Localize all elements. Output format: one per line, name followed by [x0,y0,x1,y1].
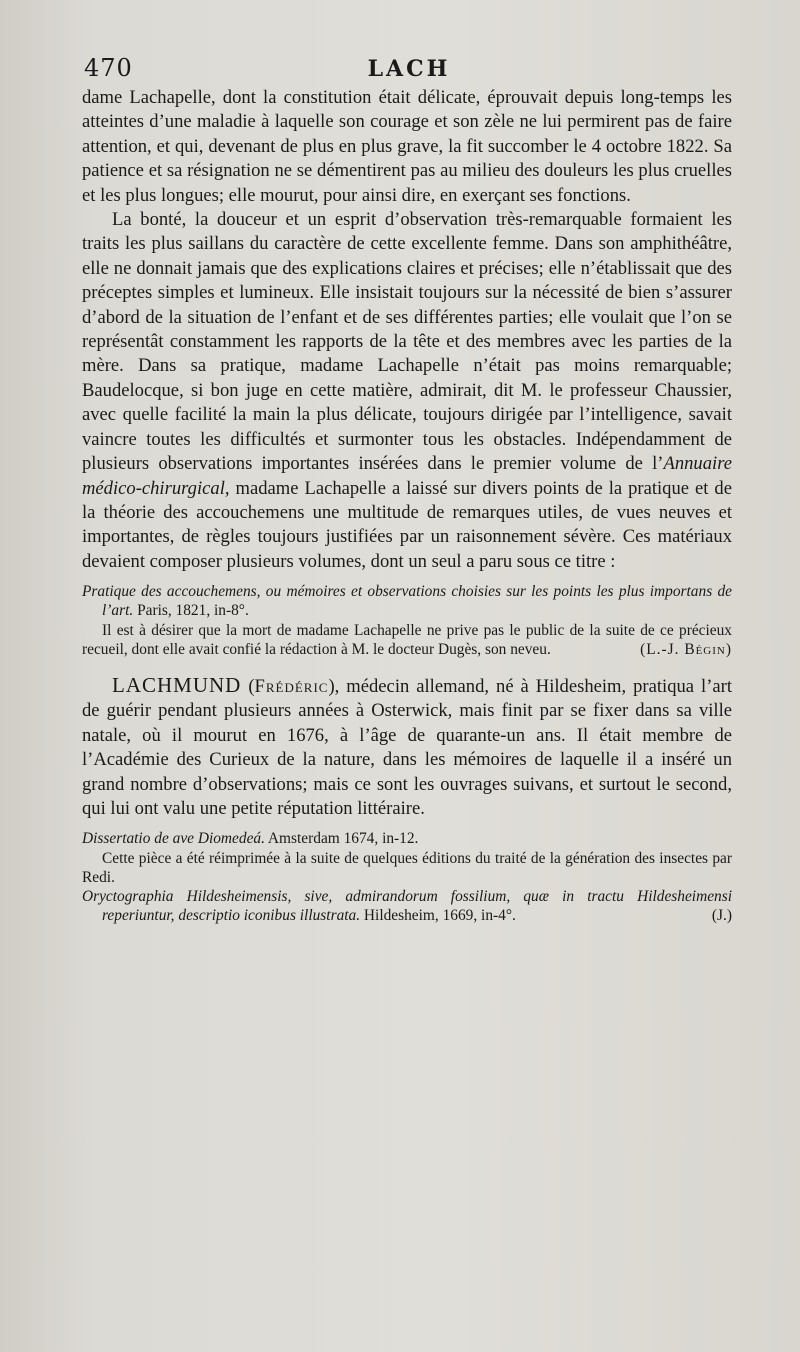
entry-text: médecin allemand, né à Hildesheim, pratiqua l’art de guérir pendant plusieurs années à Osterwick, mais finit par se fixer dans sa ville natale, où il mourut en 1676, à l’âge de quarante-un ans. Il était membre de l’Académie des Curieux de la nature, dans les mémoires de laquelle il a inséré un grand nombre d’observations; mais ce sont les ouvrages suivans, et surtout le second, qui lui ont valu une petite réputation littéraire. [82,675,732,819]
work-title: Dissertatio de ave Diomedeá. [82,830,265,848]
paragraph-lachapelle-death: dame Lachapelle, dont la constitution était délicate, éprouvait depuis long-temps les atteintes d’une maladie à laquelle son courage et son zèle ne lui permirent pas de faire attention, et qui, devenant de plus en plus grave, la fit succomber le 4 octobre 1822. Sa patience et sa résignation ne se démentirent pas au milieu des douleurs les plus cruelles et les plus longues; elle mourut, pour ainsi dire, en exerçant ses fonctions. [82,87,732,206]
forename: Frédéric [254,675,329,697]
work-publication: Paris, 1821, in-8°. [133,602,249,620]
page-number: 470 [84,54,133,82]
bibliography-entry-oryctographia [82,887,732,925]
bibliography-note: Cette pièce a été réimprimée à la suite de quelques éditions du traité de la génération des insectes par Redi. [82,849,732,886]
page-header [84,54,734,88]
entry-lachmund: LACHMUND (Frédéric), médecin allemand, né à Hildesheim, pratiqua l’art de guérir pendant plusieurs années à Osterwick, mais finit par se fixer dans sa ville natale, où il mourut en 1676, à l’âge de quarante-un ans. Il était membre de l’Académie des Curieux de la nature, dans les mémoires de laquelle il a inséré un grand nombre d’observations; mais ce sont les ouvrages suivans, et surtout le second, qui lui ont valu une petite réputation littéraire. [82,672,732,819]
paragraph-text-start: La bonté, la douceur et un esprit d’observation très-remarquable formaient les traits les plus saillans du caractère de cette excellente femme. Dans son amphithéâtre, elle ne donnait jamais que des explications claires et précises; elle n’établissait que des préceptes simples et lumineux. Elle insistait toujours sur la nécessité de bien s’assurer d’abord de la situation de l’enfant et de ses différentes parties; elle voulait que l’on se représentât constamment les rapports de la tête et des membres avec les parties de la mère. Dans sa pratique, madame Lachapelle n’était pas moins remarquable; Baudelocque, si bon juge en cette matière, admirait, dit M. le professeur Chaussier, avec quelle facilité la main la plus délicate, toujours dirigée par l’intelligence, savait vaincre toutes les difficultés et surmonter tous les obstacles. Indépendamment de plusieurs observations importantes insérées dans le premier volume de l’ [82,209,732,475]
annuaire-title: Annuaire médico-chirurgical [82,453,732,499]
work-publication: Hildesheim, 1669, in-4°. [360,907,516,925]
paragraph-lachapelle-character [82,208,732,574]
work-title: Pratique des accouchemens, ou mémoires et observations choisies sur les points les plus importans de l’art. [82,583,732,620]
paragraph-text-end: , madame Lachapelle a laissé sur divers points de la pratique et de la théorie des accouchemens une multitude de remarques utiles, de vues neuves et importantes, de règles toujours justifiées par un raisonnement sévère. Ces matériaux devaient composer plusieurs volumes, dont un seul a paru sous ce titre : [82,477,732,572]
page-content [82,86,732,925]
headword: LACHMUND [112,672,242,697]
bibliography-entry-pratique [82,582,732,620]
running-head: LACH [367,56,451,82]
work-publication: Amsterdam 1674, in-12. [264,830,419,848]
bibliography-entry-dissertatio [82,829,732,848]
work-title: Oryctographia Hildesheimensis, sive, admirandorum fossilium, quæ in tractu Hildesheimensi reperiuntur, descriptio iconibus illustrata. [82,887,732,925]
author-signature: (L.-J. Bégin) [640,640,732,658]
bibliography-note: Il est à désirer que la mort de madame Lachapelle ne prive pas le public de la suite de ce précieux recueil, dont elle avait confié la rédaction à M. le docteur Dugès, son neveu. (L.-J. Bégin) [82,621,732,658]
